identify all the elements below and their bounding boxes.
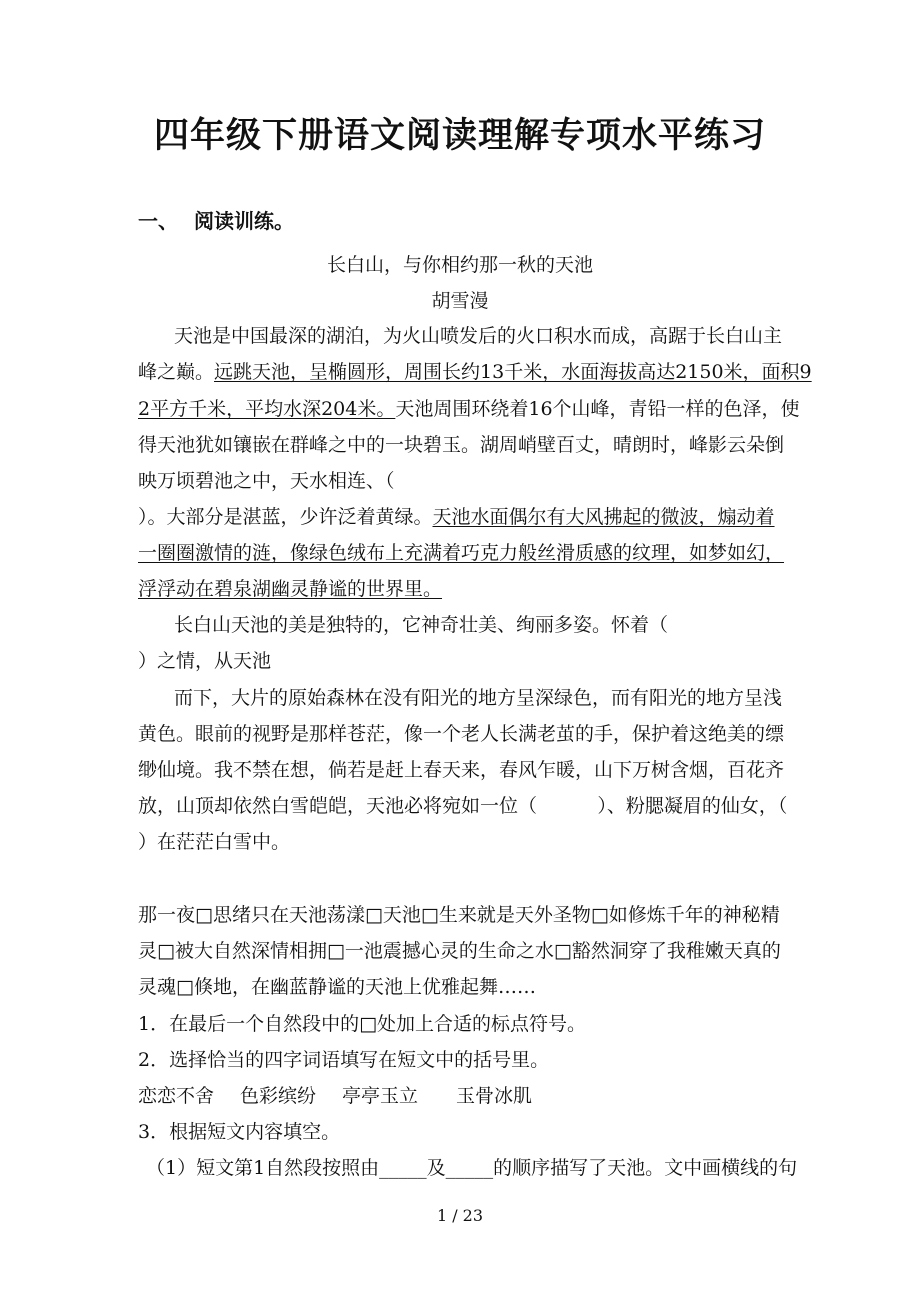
text-line: 得天池犹如镶嵌在群峰之中的一块碧玉。湖周峭壁百丈，晴朗时，峰影云朵倒 (138, 434, 785, 456)
text-line: 峰之巅。远跳天池，呈椭圆形，周围长约13千米，水面海拔高达2150米，面积9 (138, 361, 812, 383)
question-3-1: （1）短文第1自然段按照由_____及_____的顺序描写了天池。文中画横线的句 (146, 1157, 798, 1179)
word-option: 玉骨冰肌 (456, 1085, 533, 1107)
question-3: 3．根据短文内容填空。 (138, 1121, 341, 1143)
underlined-sentence: 浮浮动在碧泉湖幽灵静谧的世界里。 (138, 578, 443, 600)
text-line: ）之情，从天池 (138, 650, 272, 672)
article-title: 长白山，与你相约那一秋的天池 (326, 254, 593, 276)
text-line: 而下，大片的原始森林在没有阳光的地方呈深绿色，而有阳光的地方呈浅 (174, 687, 783, 709)
underlined-sentence: 天池水面偶尔有大风拂起的微波，煽动着 (432, 506, 775, 528)
word-option: 色彩缤纷 (240, 1085, 317, 1107)
text-line: 缈仙境。我不禁在想，倘若是赶上春天来，春风乍暖，山下万树含烟，百花齐 (138, 759, 785, 781)
text-line: 灵□被大自然深情相拥□一池震撼心灵的生命之水□豁然洞穿了我稚嫩天真的 (138, 940, 781, 962)
word-option: 恋恋不舍 (138, 1085, 215, 1107)
text-line: 那一夜□思绪只在天池荡漾□天池□生来就是天外圣物□如修炼千年的神秘精 (138, 904, 780, 926)
section-number: 一、 (138, 209, 178, 233)
text-line (138, 541, 784, 565)
text-line: 放，山顶却依然白雪皑皑，天池必将宛如一位（ ）、粉腮凝眉的仙女，（ (138, 795, 788, 817)
text-line: 长白山天池的美是独特的，它神奇壮美、绚丽多姿。怀着（ (174, 614, 669, 636)
underlined-sentence: 远跳天池，呈椭圆形，周围长约13千米，水面海拔高达2150米，面积9 (214, 361, 812, 383)
text-line: 灵魂□倏地，在幽蓝静谧的天池上优雅起舞…… (138, 976, 536, 998)
underlined-sentence: 一圈圈激情的涟，像绿色绒布上充满着巧克力般丝滑质感的纹理，如梦如幻， (138, 542, 785, 564)
section-title: 阅读训练。 (194, 209, 294, 233)
text-line (138, 577, 442, 601)
page-number: 1 / 23 (436, 1206, 484, 1225)
word-options (138, 1084, 558, 1108)
text-line: 2平方千米，平均水深204米。天池周围环绕着16个山峰，青铅一样的色泽，使 (138, 398, 800, 420)
text-line: 映万顷碧池之中，天水相连、（ (138, 470, 395, 492)
text-line: 天池是中国最深的湖泊，为火山喷发后的火口积水而成，高踞于长白山主 (174, 325, 783, 347)
article-author: 胡雪漫 (431, 290, 489, 312)
word-option: 亭亭玉立 (342, 1085, 419, 1107)
question-1: 1．在最后一个自然段中的□处加上合适的标点符号。 (138, 1013, 587, 1035)
document-title: 四年级下册语文阅读理解专项水平练习 (153, 115, 766, 156)
underlined-sentence: 2平方千米，平均水深204米。 (138, 398, 396, 420)
question-2: 2．选择恰当的四字词语填写在短文中的括号里。 (138, 1049, 550, 1071)
section-heading (138, 208, 294, 234)
text-line: 黄色。眼前的视野是那样苍茫，像一个老人长满老茧的手，保护着这绝美的缥 (138, 723, 785, 745)
text-line: ）。大部分是湛蓝，少许泛着黄绿。天池水面偶尔有大风拂起的微波，煽动着 (138, 506, 775, 528)
text-line: ）在茫茫白雪中。 (138, 831, 291, 853)
